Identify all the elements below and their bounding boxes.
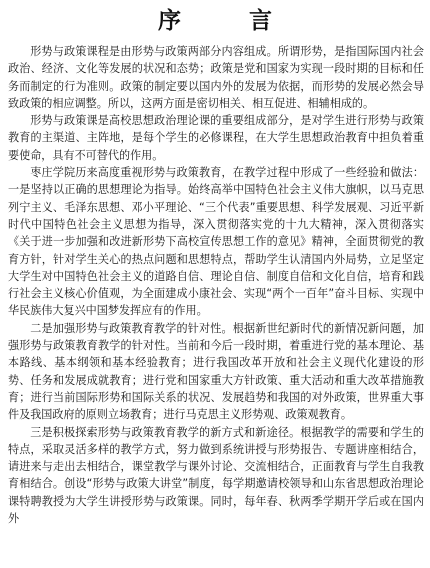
paragraph-1: 形势与政策课程是由形势与政策两部分内容组成。所谓形势，是指国际国内社会政治、经济、文化等发展的状况和态势；政策是党和国家为实现一段时期的目标和任务而制定的行为准则。政策的制定要以国内外的发展为依据，而形势的发展必然会导致政策的相应调整。所以，这两方面是密切相关、相互促进、相辅相成的。 xyxy=(8,45,424,110)
document-body xyxy=(8,43,424,527)
paragraph-5: 三是积极探索形势与政策教育教学的新方式和新途径。根据教学的需要和学生的特点，采取灵活多样的教学方式，努力做到系统讲授与形势报告、专题讲座相结合，请进来与走出去相结合，课堂教学与课外讨论、交流相结合，正面教育与学生自我教育相结合。创设“形势与政策大讲堂”制度，每学期邀请校领导和山东省思想政治理论课特聘教授为大学生讲授形势与政策课。同时，每年春、秋两季学期开学后或在国内外 xyxy=(8,425,424,526)
paragraph-2: 形势与政策课是高校思想政治理论课的重要组成部分，是对学生进行形势与政策教育的主渠道、主阵地，是每个学生的必修课程，在大学生思想政治教育中担负着重要使命，具有不可替代的作用。 xyxy=(8,114,424,162)
paragraph-4: 二是加强形势与政策教育教学的针对性。根据新世纪新时代的新情况新问题，加强形势与政策教育教学的针对性。当前和今后一段时期，着重进行党的基本理论、基本路线、基本纲领和基本经验教育；进行我国改革开放和社会主义现代化建设的形势、任务和发展成就教育；进行党和国家重大方针政策、重大活动和重大改革措施教育；进行当前国际形势和国际关系的状况、发展趋势和我国的对外政策，世界重大事件及我国政府的原则立场教育；进行马克思主义形势观、政策观教育。 xyxy=(8,321,424,422)
page-title: 序 言 xyxy=(157,7,302,34)
paragraph-3: 枣庄学院历来高度重视形势与政策教育，在教学过程中形成了一些经验和做法：一是坚持以正确的思想理论为指导。始终高举中国特色社会主义伟大旗帜，以马克思列宁主义、毛泽东思想、邓小平理论、“三个代表”重要思想、科学发展观、习近平新时代中国特色社会主义思想为指导，深入贯彻落实党的十九大精神，深入贯彻落实《关于进一步加强和改进新形势下高校宣传思想工作的意见》精神，全面贯彻党的教育方针，针对学生关心的热点问题和思想特点，帮助学生认清国内外局势，立足坚定大学生对中国特色社会主义的道路自信、理论自信、制度自信和文化自信，培育和践行社会主义核心价值观，为全面建成小康社会、实现“两个一百年”奋斗目标、实现中华民族伟大复兴中国梦发挥应有的作用。 xyxy=(8,166,424,318)
